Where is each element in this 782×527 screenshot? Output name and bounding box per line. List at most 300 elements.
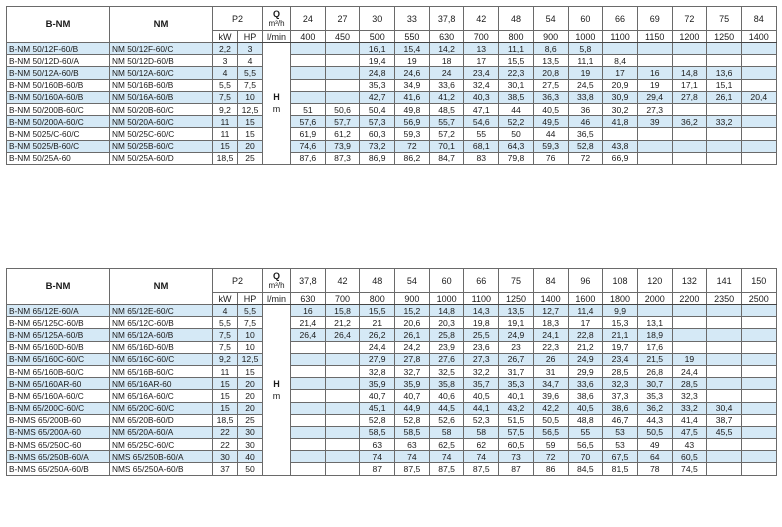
head-value-cell <box>707 329 742 341</box>
model-bnm-cell: B-NM 65/160C-60/C <box>7 353 110 365</box>
head-value-cell: 22,3 <box>499 67 534 79</box>
table-row <box>7 43 777 55</box>
model-bnm-cell: B-NM 65/125C-60/B <box>7 317 110 329</box>
head-value-cell: 44 <box>533 128 568 140</box>
flow-lmin-cell: 800 <box>499 31 534 43</box>
power-kw-cell: 2,2 <box>213 43 238 55</box>
power-hp-cell: 40 <box>238 451 263 463</box>
head-value-cell: 62,5 <box>429 439 464 451</box>
power-hp-cell: 12,5 <box>238 103 263 115</box>
head-value-cell: 51 <box>291 103 326 115</box>
head-value-cell <box>325 402 360 414</box>
head-value-cell: 17,6 <box>637 341 672 353</box>
flow-lmin-cell: 1000 <box>568 31 603 43</box>
model-bnm-cell: B-NMS 65/250C-60 <box>7 439 110 451</box>
head-value-cell: 29,4 <box>637 91 672 103</box>
head-value-cell <box>291 402 326 414</box>
head-value-cell: 13,5 <box>533 55 568 67</box>
flow-m3h-cell: 84 <box>533 269 568 293</box>
head-value-cell: 53 <box>603 439 638 451</box>
head-value-cell <box>325 463 360 475</box>
head-value-cell <box>325 43 360 55</box>
head-value-cell: 26,2 <box>360 329 395 341</box>
head-value-cell: 18,9 <box>637 329 672 341</box>
head-value-cell <box>741 390 776 402</box>
head-value-cell <box>325 67 360 79</box>
flow-m3h-cell: 69 <box>637 7 672 31</box>
head-value-cell <box>741 353 776 365</box>
head-value-cell: 53 <box>603 426 638 438</box>
head-value-cell <box>741 55 776 67</box>
head-value-cell: 35,8 <box>429 378 464 390</box>
head-value-cell: 73,9 <box>325 140 360 152</box>
power-hp-cell: 25 <box>238 152 263 164</box>
flow-m3h-cell: 75 <box>707 7 742 31</box>
head-value-cell: 24,9 <box>568 353 603 365</box>
head-value-cell: 13 <box>464 43 499 55</box>
table-row <box>7 317 777 329</box>
head-value-cell: 87 <box>499 463 534 475</box>
model-bnm-cell: B-NM 65/160AR-60 <box>7 378 110 390</box>
head-value-cell: 11,4 <box>568 305 603 317</box>
flow-lmin-cell: 450 <box>325 31 360 43</box>
head-value-cell: 63 <box>395 439 430 451</box>
head-value-cell: 11,1 <box>568 55 603 67</box>
head-value-cell: 38,7 <box>707 414 742 426</box>
head-value-cell <box>672 329 707 341</box>
head-value-cell: 20,4 <box>741 91 776 103</box>
table-row <box>7 353 777 365</box>
model-nm-cell: NM 50/12A-60/C <box>110 67 213 79</box>
table-row <box>7 463 777 475</box>
head-value-cell <box>741 451 776 463</box>
head-value-cell: 29,9 <box>568 365 603 377</box>
head-value-cell: 39 <box>637 116 672 128</box>
model-bnm-cell: B-NMS 65/250A-60/B <box>7 463 110 475</box>
head-value-cell: 49 <box>637 439 672 451</box>
flow-lmin-cell: 900 <box>533 31 568 43</box>
head-value-cell: 15,8 <box>325 305 360 317</box>
head-value-cell <box>672 152 707 164</box>
head-value-cell <box>291 67 326 79</box>
flow-m3h-cell: 150 <box>741 269 776 293</box>
head-value-cell: 68,1 <box>464 140 499 152</box>
head-value-cell: 44,9 <box>395 402 430 414</box>
head-value-cell <box>741 414 776 426</box>
head-value-cell: 28,5 <box>603 365 638 377</box>
head-value-cell: 38,5 <box>499 91 534 103</box>
power-kw-cell: 7,5 <box>213 341 238 353</box>
model-nm-cell: NM 65/16AR-60 <box>110 378 213 390</box>
head-value-cell: 40,5 <box>464 390 499 402</box>
model-bnm-cell: B-NM 50/12D-60/A <box>7 55 110 67</box>
head-value-cell: 23,4 <box>603 353 638 365</box>
head-value-cell <box>741 426 776 438</box>
head-value-cell: 36,5 <box>568 128 603 140</box>
flow-lmin-cell: 2000 <box>637 293 672 305</box>
head-value-cell: 66,9 <box>603 152 638 164</box>
head-value-cell <box>325 439 360 451</box>
flow-lmin-cell: 1100 <box>603 31 638 43</box>
head-value-cell: 18,3 <box>533 317 568 329</box>
head-value-cell: 46,7 <box>603 414 638 426</box>
model-bnm-cell: B-NM 50/25A-60 <box>7 152 110 164</box>
head-value-cell: 57,7 <box>325 116 360 128</box>
head-value-cell: 25,8 <box>429 329 464 341</box>
head-value-cell <box>707 463 742 475</box>
head-value-cell: 41,8 <box>603 116 638 128</box>
flow-lmin-cell: 2500 <box>741 293 776 305</box>
table-row <box>7 91 777 103</box>
model-bnm-cell: B-NM 5025/B-60/C <box>7 140 110 152</box>
head-value-cell <box>672 43 707 55</box>
head-value-cell: 11,1 <box>499 43 534 55</box>
power-kw-cell: 9,2 <box>213 353 238 365</box>
head-value-cell <box>603 128 638 140</box>
head-value-cell: 43 <box>672 439 707 451</box>
head-value-cell: 31 <box>533 365 568 377</box>
power-hp-cell: 5,5 <box>238 67 263 79</box>
model-bnm-cell: B-NM 50/200B-60/C <box>7 103 110 115</box>
head-value-cell: 15,2 <box>395 305 430 317</box>
head-value-cell: 84,7 <box>429 152 464 164</box>
head-value-cell: 87,5 <box>429 463 464 475</box>
head-value-cell: 54,6 <box>464 116 499 128</box>
head-value-cell: 20,6 <box>395 317 430 329</box>
head-value-cell: 21,2 <box>325 317 360 329</box>
head-value-cell: 78 <box>637 463 672 475</box>
head-value-cell: 15,5 <box>499 55 534 67</box>
head-unit: m <box>272 104 281 115</box>
model-nm-cell: NM 65/12C-60/B <box>110 317 213 329</box>
head-value-cell: 60,5 <box>672 451 707 463</box>
power-kw-cell: 7,5 <box>213 91 238 103</box>
q-label: Q <box>273 271 281 281</box>
head-value-cell: 74 <box>395 451 430 463</box>
model-nm-cell: NM 65/16C-60/C <box>110 353 213 365</box>
head-value-cell: 60,3 <box>360 128 395 140</box>
head-value-cell: 23,6 <box>464 341 499 353</box>
head-value-cell: 26 <box>533 353 568 365</box>
flow-lmin-cell: 1100 <box>464 293 499 305</box>
head-value-cell: 74,5 <box>672 463 707 475</box>
table-row <box>7 55 777 67</box>
table-row <box>7 439 777 451</box>
table-row <box>7 79 777 91</box>
head-value-cell: 26,1 <box>707 91 742 103</box>
head-value-cell: 72 <box>533 451 568 463</box>
head-value-cell: 13,6 <box>707 67 742 79</box>
head-value-cell: 33,6 <box>568 378 603 390</box>
head-value-cell: 23 <box>499 341 534 353</box>
table-row <box>7 116 777 128</box>
head-value-cell <box>637 140 672 152</box>
col-header-bnm: B-NM <box>7 7 110 43</box>
power-kw-cell: 3 <box>213 55 238 67</box>
col-header-nm: NM <box>110 7 213 43</box>
flow-lmin-cell: 630 <box>291 293 326 305</box>
head-value-cell <box>637 152 672 164</box>
power-hp-cell: 10 <box>238 91 263 103</box>
head-value-cell <box>637 43 672 55</box>
head-value-cell: 15,1 <box>707 79 742 91</box>
head-value-cell: 40,7 <box>360 390 395 402</box>
head-value-cell: 21 <box>360 317 395 329</box>
power-hp-cell: 7,5 <box>238 317 263 329</box>
head-value-cell: 35,3 <box>637 390 672 402</box>
power-hp-cell: 3 <box>238 43 263 55</box>
head-value-cell <box>707 103 742 115</box>
q-unit-m3h: m³/h <box>268 281 285 290</box>
head-value-cell <box>325 91 360 103</box>
head-value-cell: 15,3 <box>603 317 638 329</box>
head-value-cell: 44,1 <box>464 402 499 414</box>
head-value-cell: 22,8 <box>568 329 603 341</box>
head-value-cell <box>291 55 326 67</box>
flow-lmin-cell: 2200 <box>672 293 707 305</box>
model-bnm-cell: B-NM 65/12E-60/A <box>7 305 110 317</box>
head-value-cell: 55 <box>464 128 499 140</box>
head-value-cell <box>741 365 776 377</box>
head-value-cell <box>707 128 742 140</box>
flow-m3h-cell: 60 <box>429 269 464 293</box>
head-value-cell: 35,7 <box>464 378 499 390</box>
head-value-cell <box>741 329 776 341</box>
model-nm-cell: NM 50/16A-60/B <box>110 91 213 103</box>
head-value-cell: 56,9 <box>395 116 430 128</box>
head-value-cell: 27,8 <box>395 353 430 365</box>
head-value-cell: 47,1 <box>464 103 499 115</box>
head-value-cell: 72 <box>395 140 430 152</box>
head-value-cell: 9,9 <box>603 305 638 317</box>
head-value-cell <box>291 341 326 353</box>
flow-lmin-cell: 1000 <box>429 293 464 305</box>
head-value-cell: 33,8 <box>568 91 603 103</box>
head-value-cell: 35,3 <box>360 79 395 91</box>
head-value-cell <box>291 79 326 91</box>
table-row <box>7 365 777 377</box>
head-value-cell: 43,8 <box>603 140 638 152</box>
head-value-cell: 20,9 <box>603 79 638 91</box>
power-hp-cell: 15 <box>238 128 263 140</box>
q-label: Q <box>273 9 281 19</box>
head-value-cell <box>741 116 776 128</box>
model-nm-cell: NM 50/25A-60/D <box>110 152 213 164</box>
head-value-cell: 50,4 <box>360 103 395 115</box>
performance-table-2 <box>6 268 777 476</box>
head-unit: m <box>272 390 281 401</box>
model-nm-cell: NM 65/12A-60/B <box>110 329 213 341</box>
head-value-cell: 52,8 <box>360 414 395 426</box>
head-value-cell: 14,2 <box>429 43 464 55</box>
model-nm-cell: NM 65/16D-60/B <box>110 341 213 353</box>
flow-m3h-cell: 48 <box>499 7 534 31</box>
head-value-cell: 44,3 <box>637 414 672 426</box>
flow-m3h-cell: 24 <box>291 7 326 31</box>
head-value-cell: 17 <box>464 55 499 67</box>
head-value-cell: 87,5 <box>464 463 499 475</box>
model-bnm-cell: B-NM 50/12F-60/B <box>7 43 110 55</box>
head-value-cell <box>741 402 776 414</box>
flow-lmin-cell: 1250 <box>499 293 534 305</box>
head-value-cell <box>325 414 360 426</box>
flow-m3h-cell: 30 <box>360 7 395 31</box>
head-value-cell: 60,5 <box>499 439 534 451</box>
head-value-cell: 13,5 <box>499 305 534 317</box>
head-value-cell: 20,8 <box>533 67 568 79</box>
head-value-cell: 40,6 <box>429 390 464 402</box>
head-value-cell: 14,8 <box>672 67 707 79</box>
head-value-cell: 35,3 <box>499 378 534 390</box>
head-value-cell <box>325 378 360 390</box>
head-value-cell: 21,4 <box>291 317 326 329</box>
head-value-cell <box>637 128 672 140</box>
col-header-p2: P2 <box>213 269 263 293</box>
head-value-cell: 18 <box>429 55 464 67</box>
head-value-cell: 52,8 <box>395 414 430 426</box>
head-value-cell: 24 <box>429 67 464 79</box>
head-value-cell: 45,1 <box>360 402 395 414</box>
head-value-cell: 36 <box>568 103 603 115</box>
power-hp-cell: 12,5 <box>238 353 263 365</box>
model-nm-cell: NM 50/12D-60/B <box>110 55 213 67</box>
flow-m3h-cell: 27 <box>325 7 360 31</box>
head-value-cell: 87,6 <box>291 152 326 164</box>
head-value-cell: 23,9 <box>429 341 464 353</box>
model-bnm-cell: B-NMS 65/200B-60 <box>7 414 110 426</box>
power-kw-cell: 15 <box>213 378 238 390</box>
head-value-cell <box>707 378 742 390</box>
flow-lmin-cell: 550 <box>395 31 430 43</box>
head-value-cell <box>707 55 742 67</box>
head-value-cell: 58,5 <box>360 426 395 438</box>
head-value-cell: 21,2 <box>568 341 603 353</box>
head-value-cell <box>672 305 707 317</box>
head-value-cell: 17 <box>568 317 603 329</box>
model-bnm-cell: B-NM 65/125A-60/B <box>7 329 110 341</box>
head-value-cell <box>707 353 742 365</box>
power-hp-cell: 5,5 <box>238 305 263 317</box>
head-label: H <box>273 92 280 103</box>
head-value-cell: 73 <box>499 451 534 463</box>
flow-m3h-cell: 42 <box>464 7 499 31</box>
flow-m3h-cell: 141 <box>707 269 742 293</box>
head-value-cell: 25,5 <box>464 329 499 341</box>
head-value-cell: 42,2 <box>533 402 568 414</box>
head-value-cell <box>325 341 360 353</box>
head-value-cell: 19 <box>568 67 603 79</box>
flow-m3h-cell: 120 <box>637 269 672 293</box>
head-value-cell: 31,7 <box>499 365 534 377</box>
model-nm-cell: NM 65/20C-60/C <box>110 402 213 414</box>
power-kw-cell: 22 <box>213 439 238 451</box>
head-value-cell: 86,9 <box>360 152 395 164</box>
flow-m3h-cell: 108 <box>603 269 638 293</box>
model-bnm-cell: B-NM 65/200C-60/C <box>7 402 110 414</box>
flow-m3h-cell: 84 <box>741 7 776 31</box>
head-value-cell: 30,4 <box>707 402 742 414</box>
model-nm-cell: NM 50/25C-60/C <box>110 128 213 140</box>
head-value-cell <box>707 152 742 164</box>
q-header-cell <box>263 7 291 31</box>
head-value-cell: 32,7 <box>395 365 430 377</box>
head-value-cell: 38,6 <box>603 402 638 414</box>
model-nm-cell: NMS 65/250A-60/B <box>110 463 213 475</box>
head-value-cell: 19,7 <box>603 341 638 353</box>
power-hp-cell: 7,5 <box>238 79 263 91</box>
head-value-cell: 57,3 <box>360 116 395 128</box>
flow-lmin-cell: 500 <box>360 31 395 43</box>
flow-lmin-cell: 1200 <box>672 31 707 43</box>
head-value-cell: 62 <box>464 439 499 451</box>
head-value-cell: 26,1 <box>395 329 430 341</box>
head-value-cell <box>291 414 326 426</box>
head-value-cell: 59 <box>533 439 568 451</box>
col-header-bnm: B-NM <box>7 269 110 305</box>
head-value-cell: 14,3 <box>464 305 499 317</box>
head-value-cell <box>672 317 707 329</box>
head-value-cell: 46 <box>568 116 603 128</box>
head-value-cell: 56,5 <box>533 426 568 438</box>
head-label-cell <box>263 305 291 476</box>
power-hp-cell: 15 <box>238 116 263 128</box>
head-value-cell: 19 <box>395 55 430 67</box>
head-value-cell: 50,6 <box>325 103 360 115</box>
power-kw-cell: 15 <box>213 402 238 414</box>
head-value-cell: 36,3 <box>533 91 568 103</box>
table-row <box>7 152 777 164</box>
model-nm-cell: NM 50/12F-60/C <box>110 43 213 55</box>
power-hp-cell: 20 <box>238 390 263 402</box>
head-value-cell: 24,9 <box>499 329 534 341</box>
head-value-cell: 19,4 <box>360 55 395 67</box>
head-value-cell <box>325 365 360 377</box>
head-value-cell: 58 <box>464 426 499 438</box>
head-value-cell: 35,9 <box>360 378 395 390</box>
head-value-cell: 16 <box>291 305 326 317</box>
model-bnm-cell: B-NM 50/160A-60/B <box>7 91 110 103</box>
head-value-cell: 57,2 <box>429 128 464 140</box>
power-kw-cell: 7,5 <box>213 329 238 341</box>
power-hp-cell: 25 <box>238 414 263 426</box>
head-value-cell: 19,8 <box>464 317 499 329</box>
head-value-cell: 73,2 <box>360 140 395 152</box>
flow-m3h-cell: 132 <box>672 269 707 293</box>
power-kw-cell: 18,5 <box>213 414 238 426</box>
model-nm-cell: NM 65/16A-60/C <box>110 390 213 402</box>
head-value-cell: 40,7 <box>395 390 430 402</box>
head-value-cell: 32,4 <box>464 79 499 91</box>
head-value-cell: 61,9 <box>291 128 326 140</box>
head-value-cell: 52,3 <box>464 414 499 426</box>
head-value-cell: 24,2 <box>395 341 430 353</box>
model-bnm-cell: B-NM 65/160B-60/C <box>7 365 110 377</box>
head-value-cell: 61,2 <box>325 128 360 140</box>
head-value-cell: 58,5 <box>395 426 430 438</box>
table-row <box>7 402 777 414</box>
head-value-cell <box>291 378 326 390</box>
head-value-cell: 19 <box>637 79 672 91</box>
performance-table-1 <box>6 6 777 165</box>
head-value-cell: 40,1 <box>499 390 534 402</box>
head-value-cell <box>291 91 326 103</box>
head-value-cell <box>741 341 776 353</box>
head-value-cell: 24,5 <box>568 79 603 91</box>
power-hp-cell: 50 <box>238 463 263 475</box>
head-value-cell: 55,7 <box>429 116 464 128</box>
head-value-cell: 40,3 <box>464 91 499 103</box>
flow-lmin-cell: 1250 <box>707 31 742 43</box>
